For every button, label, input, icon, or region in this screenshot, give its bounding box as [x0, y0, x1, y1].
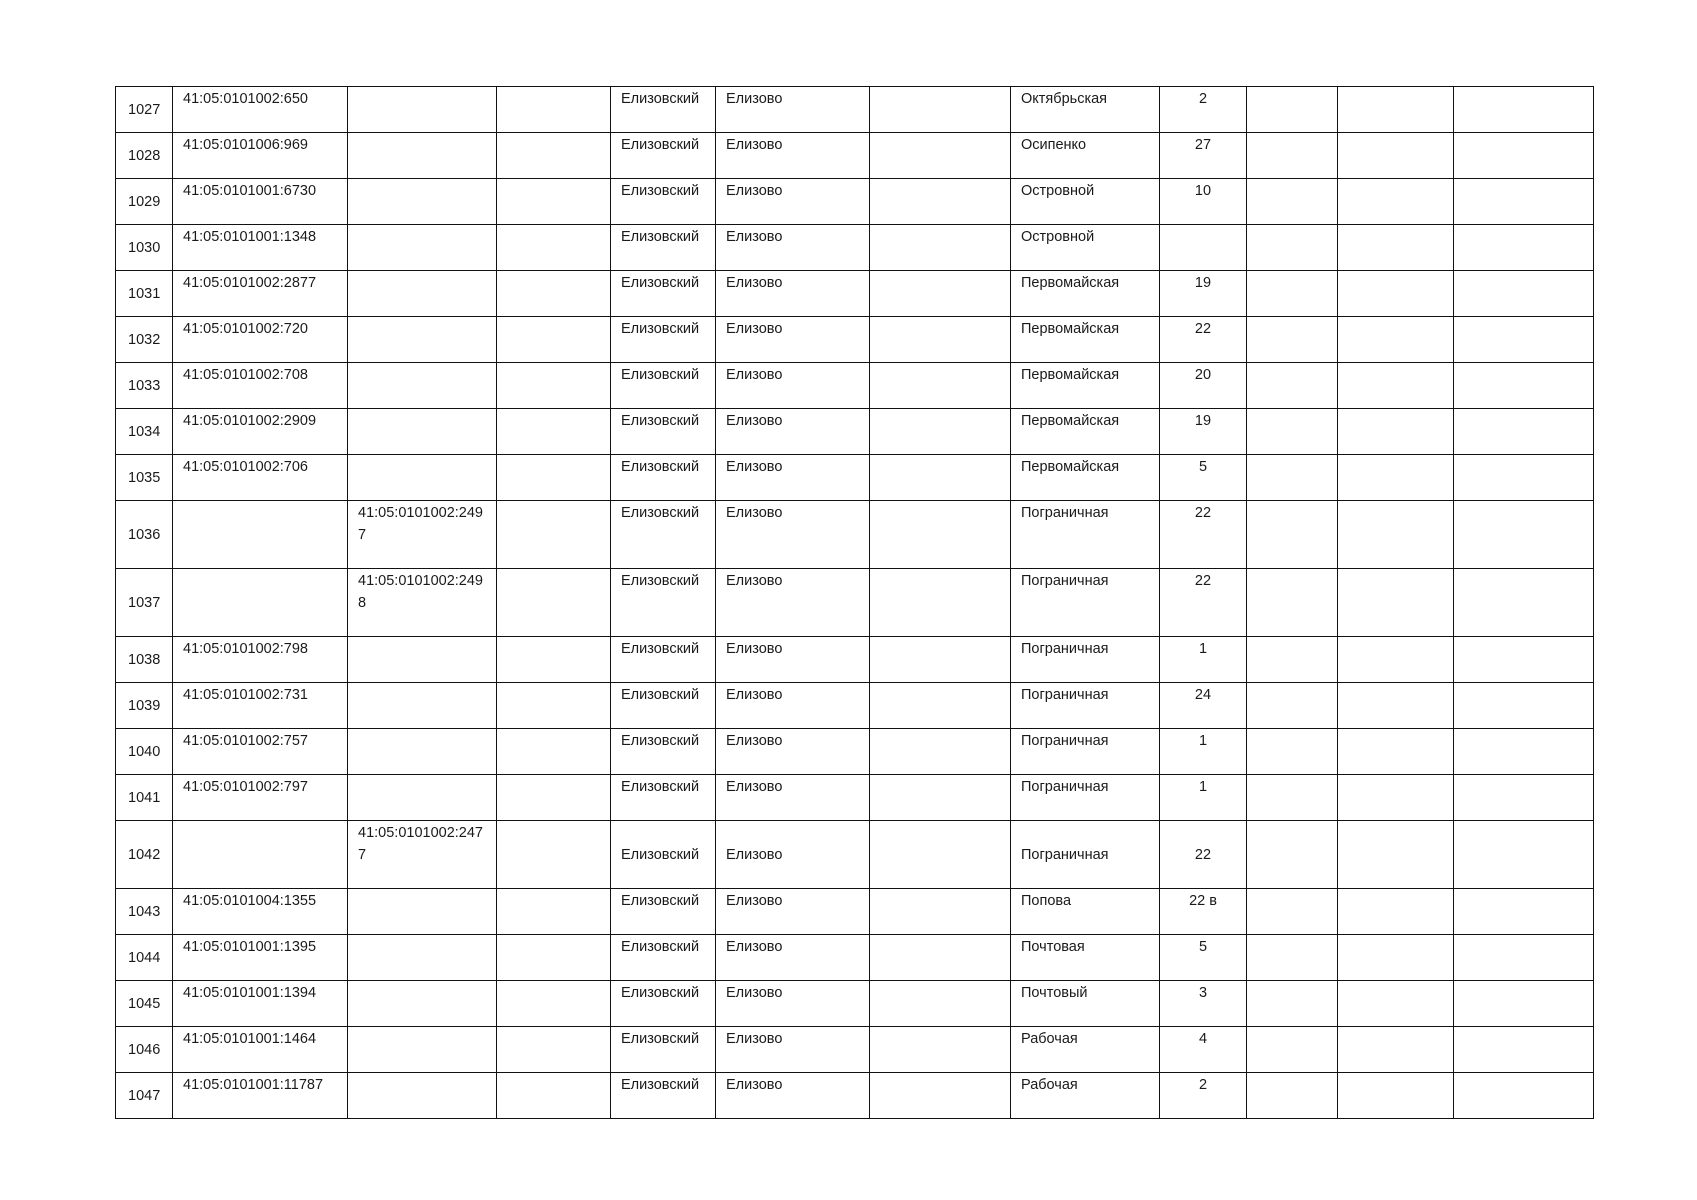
empty-cell-4 — [497, 569, 611, 637]
cadastral-number-cell: 41:05:0101002:708 — [173, 363, 348, 409]
empty-cell-10 — [1247, 179, 1338, 225]
empty-cell-12 — [1454, 889, 1594, 935]
house-number-cell: 1 — [1160, 729, 1247, 775]
city-cell: Елизово — [716, 981, 870, 1027]
empty-cell-10 — [1247, 569, 1338, 637]
district-cell: Елизовский — [611, 729, 716, 775]
table-row — [116, 775, 1594, 821]
empty-cell-4 — [497, 729, 611, 775]
house-number-cell: 22 в — [1160, 889, 1247, 935]
cadastral-number-cell: 41:05:0101001:11787 — [173, 1073, 348, 1119]
district-cell: Елизовский — [611, 455, 716, 501]
empty-cell-10 — [1247, 729, 1338, 775]
house-number-cell: 4 — [1160, 1027, 1247, 1073]
empty-cell-10 — [1247, 271, 1338, 317]
table-row — [116, 271, 1594, 317]
cadastral-number-cell: 41:05:0101002:720 — [173, 317, 348, 363]
table-row — [116, 637, 1594, 683]
empty-cell-4 — [497, 225, 611, 271]
street-cell: Первомайская — [1011, 363, 1160, 409]
building-cadastral-number-cell — [348, 1073, 497, 1119]
cadastral-number-cell: 41:05:0101001:1348 — [173, 225, 348, 271]
district-cell: Елизовский — [611, 1027, 716, 1073]
empty-cell-11 — [1338, 683, 1454, 729]
building-cadastral-number-cell: 41:05:0101002:2497 — [348, 501, 497, 569]
empty-cell-12 — [1454, 133, 1594, 179]
empty-cell-11 — [1338, 317, 1454, 363]
row-number-cell: 1033 — [116, 363, 173, 409]
empty-cell-11 — [1338, 409, 1454, 455]
empty-cell-10 — [1247, 501, 1338, 569]
row-number-cell: 1044 — [116, 935, 173, 981]
empty-cell-10 — [1247, 775, 1338, 821]
empty-cell-10 — [1247, 317, 1338, 363]
cadastral-number-cell: 41:05:0101004:1355 — [173, 889, 348, 935]
empty-cell-4 — [497, 87, 611, 133]
empty-cell-11 — [1338, 569, 1454, 637]
cadastral-number-cell: 41:05:0101002:650 — [173, 87, 348, 133]
cadastral-number-cell: 41:05:0101002:2877 — [173, 271, 348, 317]
building-cadastral-number-cell — [348, 133, 497, 179]
empty-cell-7 — [870, 501, 1011, 569]
empty-cell-11 — [1338, 455, 1454, 501]
building-cadastral-number-cell — [348, 889, 497, 935]
empty-cell-7 — [870, 179, 1011, 225]
row-number-cell: 1047 — [116, 1073, 173, 1119]
cadastral-number-cell — [173, 501, 348, 569]
empty-cell-10 — [1247, 821, 1338, 889]
row-number-cell: 1038 — [116, 637, 173, 683]
house-number-cell: 2 — [1160, 87, 1247, 133]
street-cell: Пограничная — [1011, 821, 1160, 889]
table-row — [116, 133, 1594, 179]
empty-cell-11 — [1338, 133, 1454, 179]
cadastral-number-cell — [173, 821, 348, 889]
empty-cell-10 — [1247, 409, 1338, 455]
empty-cell-12 — [1454, 821, 1594, 889]
empty-cell-12 — [1454, 179, 1594, 225]
empty-cell-11 — [1338, 729, 1454, 775]
row-number-cell: 1032 — [116, 317, 173, 363]
street-cell: Почтовый — [1011, 981, 1160, 1027]
empty-cell-7 — [870, 821, 1011, 889]
cadastral-number-cell: 41:05:0101002:798 — [173, 637, 348, 683]
city-cell: Елизово — [716, 729, 870, 775]
city-cell: Елизово — [716, 225, 870, 271]
district-cell: Елизовский — [611, 501, 716, 569]
street-cell: Островной — [1011, 225, 1160, 271]
row-number-cell: 1041 — [116, 775, 173, 821]
table-row — [116, 935, 1594, 981]
row-number-cell: 1028 — [116, 133, 173, 179]
table-row — [116, 363, 1594, 409]
table-row — [116, 317, 1594, 363]
district-cell: Елизовский — [611, 889, 716, 935]
table-row — [116, 889, 1594, 935]
house-number-cell: 5 — [1160, 935, 1247, 981]
cadastral-number-cell: 41:05:0101002:731 — [173, 683, 348, 729]
table-row — [116, 179, 1594, 225]
cadastral-number-cell: 41:05:0101002:797 — [173, 775, 348, 821]
building-cadastral-number-cell — [348, 775, 497, 821]
building-cadastral-number-cell — [348, 729, 497, 775]
house-number-cell: 20 — [1160, 363, 1247, 409]
row-number-cell: 1027 — [116, 87, 173, 133]
table-row — [116, 569, 1594, 637]
district-cell: Елизовский — [611, 637, 716, 683]
empty-cell-11 — [1338, 87, 1454, 133]
street-cell: Осипенко — [1011, 133, 1160, 179]
city-cell: Елизово — [716, 133, 870, 179]
street-cell: Островной — [1011, 179, 1160, 225]
empty-cell-11 — [1338, 1073, 1454, 1119]
empty-cell-12 — [1454, 569, 1594, 637]
cadastral-number-cell: 41:05:0101001:1395 — [173, 935, 348, 981]
empty-cell-4 — [497, 981, 611, 1027]
house-number-cell: 19 — [1160, 271, 1247, 317]
empty-cell-4 — [497, 363, 611, 409]
city-cell: Елизово — [716, 501, 870, 569]
empty-cell-10 — [1247, 1073, 1338, 1119]
house-number-cell: 5 — [1160, 455, 1247, 501]
district-cell: Елизовский — [611, 317, 716, 363]
row-number-cell: 1036 — [116, 501, 173, 569]
building-cadastral-number-cell — [348, 363, 497, 409]
empty-cell-4 — [497, 1073, 611, 1119]
empty-cell-4 — [497, 1027, 611, 1073]
empty-cell-4 — [497, 133, 611, 179]
street-cell: Пограничная — [1011, 729, 1160, 775]
empty-cell-12 — [1454, 363, 1594, 409]
district-cell: Елизовский — [611, 1073, 716, 1119]
cadastral-number-cell: 41:05:0101001:1394 — [173, 981, 348, 1027]
table-row — [116, 455, 1594, 501]
empty-cell-4 — [497, 935, 611, 981]
street-cell: Рабочая — [1011, 1073, 1160, 1119]
row-number-cell: 1040 — [116, 729, 173, 775]
street-cell: Попова — [1011, 889, 1160, 935]
empty-cell-7 — [870, 935, 1011, 981]
street-cell: Пограничная — [1011, 501, 1160, 569]
empty-cell-11 — [1338, 501, 1454, 569]
cadastral-number-cell: 41:05:0101001:6730 — [173, 179, 348, 225]
empty-cell-11 — [1338, 363, 1454, 409]
empty-cell-12 — [1454, 501, 1594, 569]
district-cell: Елизовский — [611, 683, 716, 729]
street-cell: Первомайская — [1011, 271, 1160, 317]
empty-cell-7 — [870, 1073, 1011, 1119]
table-row — [116, 729, 1594, 775]
city-cell: Елизово — [716, 455, 870, 501]
table-row — [116, 683, 1594, 729]
empty-cell-7 — [870, 569, 1011, 637]
empty-cell-7 — [870, 87, 1011, 133]
empty-cell-10 — [1247, 1027, 1338, 1073]
district-cell: Елизовский — [611, 225, 716, 271]
city-cell: Елизово — [716, 569, 870, 637]
empty-cell-12 — [1454, 683, 1594, 729]
row-number-cell: 1035 — [116, 455, 173, 501]
empty-cell-4 — [497, 889, 611, 935]
city-cell: Елизово — [716, 271, 870, 317]
empty-cell-7 — [870, 133, 1011, 179]
empty-cell-7 — [870, 683, 1011, 729]
empty-cell-10 — [1247, 87, 1338, 133]
cadastral-number-cell: 41:05:0101002:2909 — [173, 409, 348, 455]
city-cell: Елизово — [716, 683, 870, 729]
empty-cell-12 — [1454, 1073, 1594, 1119]
city-cell: Елизово — [716, 1027, 870, 1073]
empty-cell-12 — [1454, 935, 1594, 981]
row-number-cell: 1042 — [116, 821, 173, 889]
row-number-cell: 1045 — [116, 981, 173, 1027]
empty-cell-12 — [1454, 775, 1594, 821]
row-number-cell: 1031 — [116, 271, 173, 317]
empty-cell-11 — [1338, 889, 1454, 935]
empty-cell-11 — [1338, 225, 1454, 271]
building-cadastral-number-cell — [348, 179, 497, 225]
empty-cell-4 — [497, 271, 611, 317]
table-row — [116, 981, 1594, 1027]
house-number-cell: 1 — [1160, 637, 1247, 683]
empty-cell-12 — [1454, 317, 1594, 363]
empty-cell-7 — [870, 363, 1011, 409]
city-cell: Елизово — [716, 317, 870, 363]
table-row — [116, 1027, 1594, 1073]
empty-cell-11 — [1338, 1027, 1454, 1073]
house-number-cell: 19 — [1160, 409, 1247, 455]
empty-cell-11 — [1338, 637, 1454, 683]
empty-cell-12 — [1454, 455, 1594, 501]
empty-cell-7 — [870, 1027, 1011, 1073]
table-row — [116, 501, 1594, 569]
empty-cell-4 — [497, 501, 611, 569]
empty-cell-10 — [1247, 935, 1338, 981]
district-cell: Елизовский — [611, 775, 716, 821]
city-cell: Елизово — [716, 1073, 870, 1119]
table-row — [116, 1073, 1594, 1119]
building-cadastral-number-cell: 41:05:0101002:2498 — [348, 569, 497, 637]
district-cell: Елизовский — [611, 133, 716, 179]
empty-cell-7 — [870, 889, 1011, 935]
city-cell: Елизово — [716, 87, 870, 133]
row-number-cell: 1037 — [116, 569, 173, 637]
empty-cell-11 — [1338, 935, 1454, 981]
table-row — [116, 225, 1594, 271]
empty-cell-7 — [870, 271, 1011, 317]
empty-cell-11 — [1338, 821, 1454, 889]
empty-cell-4 — [497, 775, 611, 821]
empty-cell-11 — [1338, 775, 1454, 821]
building-cadastral-number-cell — [348, 317, 497, 363]
building-cadastral-number-cell — [348, 271, 497, 317]
house-number-cell — [1160, 225, 1247, 271]
district-cell: Елизовский — [611, 569, 716, 637]
row-number-cell: 1046 — [116, 1027, 173, 1073]
empty-cell-4 — [497, 179, 611, 225]
city-cell: Елизово — [716, 409, 870, 455]
street-cell: Первомайская — [1011, 409, 1160, 455]
cadastral-number-cell: 41:05:0101006:969 — [173, 133, 348, 179]
empty-cell-11 — [1338, 981, 1454, 1027]
empty-cell-10 — [1247, 637, 1338, 683]
empty-cell-4 — [497, 821, 611, 889]
empty-cell-7 — [870, 317, 1011, 363]
empty-cell-11 — [1338, 271, 1454, 317]
empty-cell-7 — [870, 775, 1011, 821]
house-number-cell: 1 — [1160, 775, 1247, 821]
empty-cell-4 — [497, 683, 611, 729]
empty-cell-11 — [1338, 179, 1454, 225]
street-cell: Первомайская — [1011, 455, 1160, 501]
house-number-cell: 22 — [1160, 821, 1247, 889]
cadastral-number-cell — [173, 569, 348, 637]
empty-cell-12 — [1454, 637, 1594, 683]
district-cell: Елизовский — [611, 409, 716, 455]
building-cadastral-number-cell — [348, 225, 497, 271]
street-cell: Пограничная — [1011, 683, 1160, 729]
house-number-cell: 10 — [1160, 179, 1247, 225]
empty-cell-10 — [1247, 133, 1338, 179]
city-cell: Елизово — [716, 179, 870, 225]
empty-cell-12 — [1454, 225, 1594, 271]
empty-cell-4 — [497, 455, 611, 501]
house-number-cell: 27 — [1160, 133, 1247, 179]
empty-cell-7 — [870, 981, 1011, 1027]
table-row — [116, 821, 1594, 889]
city-cell: Елизово — [716, 821, 870, 889]
building-cadastral-number-cell — [348, 981, 497, 1027]
empty-cell-4 — [497, 317, 611, 363]
empty-cell-4 — [497, 637, 611, 683]
house-number-cell: 24 — [1160, 683, 1247, 729]
building-cadastral-number-cell — [348, 87, 497, 133]
table-row — [116, 87, 1594, 133]
street-cell: Пограничная — [1011, 775, 1160, 821]
building-cadastral-number-cell: 41:05:0101002:2477 — [348, 821, 497, 889]
table-row — [116, 409, 1594, 455]
row-number-cell: 1029 — [116, 179, 173, 225]
district-cell: Елизовский — [611, 935, 716, 981]
empty-cell-10 — [1247, 889, 1338, 935]
empty-cell-10 — [1247, 981, 1338, 1027]
empty-cell-12 — [1454, 271, 1594, 317]
row-number-cell: 1039 — [116, 683, 173, 729]
empty-cell-4 — [497, 409, 611, 455]
empty-cell-12 — [1454, 981, 1594, 1027]
house-number-cell: 22 — [1160, 317, 1247, 363]
city-cell: Елизово — [716, 935, 870, 981]
empty-cell-7 — [870, 729, 1011, 775]
empty-cell-7 — [870, 409, 1011, 455]
city-cell: Елизово — [716, 889, 870, 935]
cadastral-number-cell: 41:05:0101002:706 — [173, 455, 348, 501]
row-number-cell: 1034 — [116, 409, 173, 455]
row-number-cell: 1030 — [116, 225, 173, 271]
empty-cell-7 — [870, 225, 1011, 271]
street-cell: Почтовая — [1011, 935, 1160, 981]
empty-cell-7 — [870, 637, 1011, 683]
city-cell: Елизово — [716, 637, 870, 683]
house-number-cell: 22 — [1160, 569, 1247, 637]
registry-table — [115, 86, 1594, 1119]
cadastral-number-cell: 41:05:0101001:1464 — [173, 1027, 348, 1073]
row-number-cell: 1043 — [116, 889, 173, 935]
house-number-cell: 2 — [1160, 1073, 1247, 1119]
district-cell: Елизовский — [611, 821, 716, 889]
street-cell: Рабочая — [1011, 1027, 1160, 1073]
city-cell: Елизово — [716, 363, 870, 409]
empty-cell-12 — [1454, 87, 1594, 133]
empty-cell-12 — [1454, 1027, 1594, 1073]
district-cell: Елизовский — [611, 271, 716, 317]
empty-cell-10 — [1247, 225, 1338, 271]
empty-cell-7 — [870, 455, 1011, 501]
building-cadastral-number-cell — [348, 455, 497, 501]
district-cell: Елизовский — [611, 363, 716, 409]
building-cadastral-number-cell — [348, 637, 497, 683]
house-number-cell: 22 — [1160, 501, 1247, 569]
district-cell: Елизовский — [611, 179, 716, 225]
empty-cell-10 — [1247, 683, 1338, 729]
house-number-cell: 3 — [1160, 981, 1247, 1027]
cadastral-number-cell: 41:05:0101002:757 — [173, 729, 348, 775]
street-cell: Первомайская — [1011, 317, 1160, 363]
district-cell: Елизовский — [611, 87, 716, 133]
street-cell: Октябрьская — [1011, 87, 1160, 133]
empty-cell-12 — [1454, 729, 1594, 775]
building-cadastral-number-cell — [348, 683, 497, 729]
empty-cell-10 — [1247, 455, 1338, 501]
district-cell: Елизовский — [611, 981, 716, 1027]
empty-cell-12 — [1454, 409, 1594, 455]
building-cadastral-number-cell — [348, 409, 497, 455]
registry-table-body — [116, 87, 1594, 1119]
city-cell: Елизово — [716, 775, 870, 821]
empty-cell-10 — [1247, 363, 1338, 409]
street-cell: Пограничная — [1011, 569, 1160, 637]
street-cell: Пограничная — [1011, 637, 1160, 683]
building-cadastral-number-cell — [348, 1027, 497, 1073]
building-cadastral-number-cell — [348, 935, 497, 981]
